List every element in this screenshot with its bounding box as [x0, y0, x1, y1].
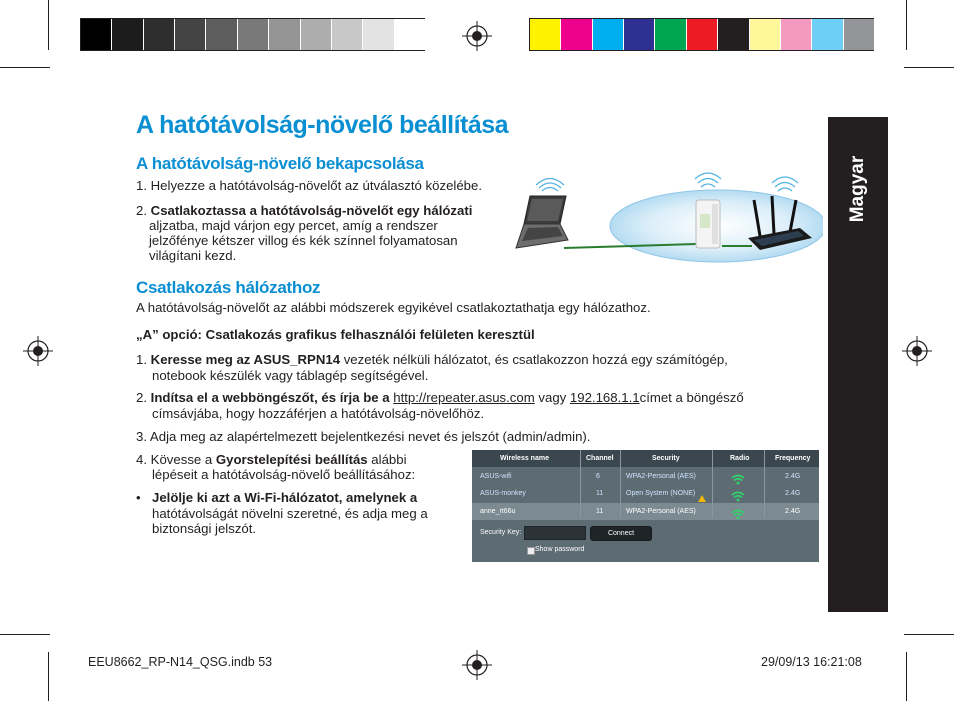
connect-step-2-line2: címsávjába, hogy hozzáférjen a hatótávolság-növelőhöz. [152, 406, 485, 421]
show-password-checkbox[interactable] [527, 547, 535, 555]
step-2-line: aljzatba, majd várjon egy percet, amíg a rendszer [149, 218, 438, 233]
color-swatch [561, 19, 591, 50]
wifi-channel: 11 [596, 490, 604, 497]
step-2-line: világítani kezd. [149, 248, 237, 263]
wifi-frequency: 2.4G [785, 508, 801, 515]
color-swatch [687, 19, 717, 50]
wifi-channel: 11 [596, 508, 604, 515]
color-swatch [530, 19, 560, 50]
crop-mark [906, 652, 907, 701]
ssid-name: ASUS_RPN14 [253, 352, 341, 367]
table-header-row [472, 450, 819, 467]
repeater-ip-link[interactable]: 192.168.1.1 [569, 390, 640, 405]
grayscale-bar [80, 18, 425, 51]
color-swatch [655, 19, 685, 50]
step-bold-text: Keresse meg az [150, 352, 254, 367]
setup-illustration [508, 170, 823, 270]
color-swatch [718, 19, 748, 50]
column-header: Wireless name [500, 455, 549, 462]
show-password-label: Show password [535, 546, 585, 553]
wifi-name: anne_rt66u [480, 508, 516, 515]
step-2-text [136, 203, 472, 218]
color-swatch [812, 19, 842, 50]
gray-swatch [332, 19, 362, 50]
table-row-selected[interactable] [472, 503, 819, 520]
security-key-input[interactable] [524, 526, 586, 540]
wifi-signal-icon [536, 179, 564, 192]
crop-mark [904, 67, 954, 68]
crop-mark [906, 0, 907, 50]
connect-intro-text: A hatótávolság-növelőt az alábbi módszerek egyikével csatlakoztathatja egy hálózathoz. [136, 300, 651, 315]
repeater-device-icon [696, 200, 720, 248]
registration-mark-icon [462, 21, 492, 51]
crop-mark [0, 634, 50, 635]
table-row[interactable] [472, 468, 819, 485]
footer-file-info: EEU8662_RP-N14_QSG.indb 53 [88, 655, 273, 669]
registration-mark-icon [23, 336, 53, 366]
column-divider [764, 450, 765, 518]
wifi-frequency: 2.4G [785, 473, 801, 480]
column-header: Radio [730, 455, 750, 462]
security-key-label: Security Key: [480, 529, 522, 536]
table-row[interactable] [472, 485, 819, 502]
gray-swatch [269, 19, 299, 50]
bullet-mark: • [136, 490, 141, 505]
step-2-bold: Csatlakoztassa a hatótávolság-növelőt egy hálózati [150, 203, 473, 218]
bullet-line: hatótávolságát növelni szeretné, és adja meg a [152, 506, 428, 521]
step-text: alábbi [367, 452, 407, 467]
step-number: 2. [136, 203, 151, 218]
gray-swatch [206, 19, 236, 50]
crop-mark [48, 652, 49, 701]
section-heading-connect: Csatlakozás hálózathoz [136, 278, 321, 297]
column-divider [580, 450, 581, 518]
gray-swatch [395, 19, 425, 50]
step-number: 2. [136, 390, 151, 405]
wifi-selection-screenshot [472, 450, 819, 562]
gray-swatch [301, 19, 331, 50]
wifi-name: ASUS-monkey [480, 490, 526, 497]
page-title: A hatótávolság-növelő beállítása [136, 111, 509, 139]
step-text: vezeték nélküli hálózatot, és csatlakozzon hozzá egy számítógép, [340, 352, 728, 367]
wifi-security: WPA2-Personal (AES) [626, 508, 696, 515]
connect-step-4 [136, 452, 407, 467]
laptop-icon [516, 196, 568, 248]
column-header: Frequency [775, 455, 811, 462]
wifi-signal-icon [731, 506, 745, 523]
bullet-line: biztonsági jelszót. [152, 521, 257, 536]
color-bar [529, 18, 874, 51]
step-bold-text: Indítsa el a webböngészőt, és írja be a [150, 390, 394, 405]
wifi-security: WPA2-Personal (AES) [626, 473, 696, 480]
crop-mark [0, 67, 50, 68]
registration-mark-icon [902, 336, 932, 366]
gray-swatch [81, 19, 111, 50]
footer-timestamp: 29/09/13 16:21:08 [761, 655, 862, 669]
column-divider [712, 450, 713, 518]
color-swatch [750, 19, 780, 50]
section-heading-power-on: A hatótávolság-növelő bekapcsolása [136, 154, 424, 173]
wifi-channel: 6 [596, 473, 600, 480]
gray-swatch [144, 19, 174, 50]
color-swatch [844, 19, 874, 50]
bullet-bold-text: Jelölje ki azt a Wi-Fi-hálózatot, amelynek a [152, 490, 418, 505]
connect-button[interactable]: Connect [590, 526, 652, 541]
color-swatch [781, 19, 811, 50]
connect-step-4-line2: lépéseit a hatótávolság-növelő beállításához: [152, 467, 416, 482]
color-swatch [593, 19, 623, 50]
gray-swatch [112, 19, 142, 50]
step-text: vagy [534, 390, 570, 405]
step-2-line: jelzőfénye kétszer villog és kék színnel folyamatosan [149, 233, 458, 248]
registration-mark-icon [462, 650, 492, 680]
gray-swatch [363, 19, 393, 50]
connect-step-3: 3. Adja meg az alapértelmezett bejelentkezési nevet és jelszót (admin/admin). [136, 429, 591, 444]
step-number: 1. [136, 352, 151, 367]
connect-step-1-line2: notebook készülék vagy táblagép segítségével. [152, 368, 429, 383]
column-header: Channel [586, 455, 614, 462]
option-a-heading: „A” opció: Csatlakozás grafikus felhasználói felületen keresztül [136, 327, 535, 342]
gray-swatch [238, 19, 268, 50]
step-text: címet a böngésző [639, 390, 744, 405]
color-swatch [624, 19, 654, 50]
side-tab-label: Magyar [847, 155, 868, 223]
connect-step-1 [136, 352, 728, 367]
column-divider [620, 450, 621, 518]
wifi-signal-icon [695, 173, 721, 187]
wifi-frequency: 2.4G [785, 490, 801, 497]
repeater-url-link[interactable]: http://repeater.asus.com [393, 390, 535, 405]
step-1-text: 1. Helyezze a hatótávolság-növelőt az útválasztó közelébe. [136, 178, 483, 193]
quick-setup-label: Gyorstelepítési beállítás [215, 452, 368, 467]
step-text: 4. Kövesse a [136, 452, 216, 467]
crop-mark [904, 634, 954, 635]
crop-mark [48, 0, 49, 50]
gray-swatch [175, 19, 205, 50]
wifi-signal-icon [772, 177, 798, 191]
wifi-security: Open System (NONE) [626, 490, 696, 497]
column-header: Security [652, 455, 680, 462]
wifi-name: ASUS-wifi [480, 473, 512, 480]
connect-step-2 [136, 390, 744, 405]
